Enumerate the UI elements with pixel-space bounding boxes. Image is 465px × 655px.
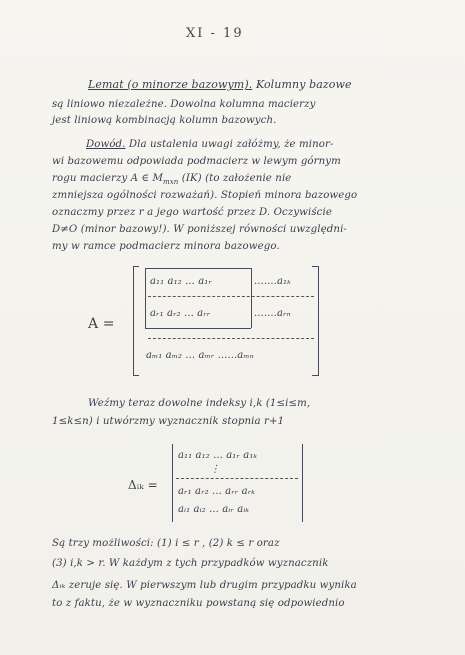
proof-line-2: wi bazowemu odpowiada podmacierz w lewym górnym [52, 156, 341, 167]
proof-line-6: D≠O (minor bazowy!). W poniższej równości uwzględni- [52, 224, 347, 235]
cases-line-3: Δᵢₖ zeruje się. W pierwszym lub drugim przypadku wynika [52, 580, 357, 591]
determinant-vdots: ⋮ [210, 464, 221, 475]
matrix-label: A = [88, 316, 115, 332]
matrix-row-1-left: a₁₁ a₁₂ ... a₁ᵣ [150, 276, 212, 287]
lemma-title [88, 78, 352, 91]
matrix-right-bracket [318, 266, 319, 376]
minor-frame-bottom [145, 328, 251, 329]
cases-line-1: Są trzy możliwości: (1) i ≤ r , (2) k ≤ r oraz [52, 538, 280, 549]
proof-text-1: Dla ustalenia uwagi załóżmy, że minor- [128, 139, 334, 150]
page-number: XI - 19 [186, 26, 244, 41]
proof-text-3a: rogu macierzy A ∈ M [52, 173, 163, 184]
proof-text-3b: (to założenie nie [205, 173, 292, 184]
determinant-right-bar [302, 444, 303, 522]
lemma-line1-rest: Kolumny bazowe [255, 78, 352, 91]
matrix-left-bracket [133, 266, 134, 376]
cases-line-4: to z faktu, że w wyznaczniku powstaną się odpowiednio [52, 598, 345, 609]
lemma-line2: są liniowo niezależne. Dowolna kolumna macierzy [52, 99, 316, 110]
determinant-dash [176, 478, 298, 479]
determinant-row-1: a₁₁ a₁₂ ... a₁ᵣ a₁ₖ [178, 450, 258, 461]
minor-frame-left [145, 268, 146, 328]
matrix-right-bracket-bottom [312, 375, 318, 376]
matrix-right-bracket-top [312, 266, 318, 267]
indices-line-1: Weźmy teraz dowolne indeksy i,k (1≤i≤m, [88, 398, 311, 409]
proof-line-3 [52, 173, 291, 186]
cases-line-2: (3) i,k > r. W każdym z tych przypadków wyznacznik [52, 558, 329, 569]
determinant-label: Δᵢₖ = [128, 478, 158, 492]
determinant-row-r: aᵣ₁ aᵣ₂ ... aᵣᵣ aᵣₖ [178, 486, 256, 497]
matrix-row-r-left: aᵣ₁ aᵣ₂ ... aᵣᵣ [150, 308, 211, 319]
proof-line-7: my w ramce podmacierz minora bazowego. [52, 241, 280, 252]
matrix-row-r-right: .......aᵣₙ [254, 308, 291, 319]
matrix-dash-1 [148, 296, 314, 297]
minor-frame-top [145, 268, 251, 269]
indices-line-2: 1≤k≤n) i utwórzmy wyznacznik stopnia r+1 [52, 416, 285, 427]
matrix-row-1-right: .......a₁ₖ [254, 276, 291, 287]
minor-frame-right [251, 268, 252, 328]
matrix-dash-2 [148, 338, 314, 339]
matrix-space-subscript: mxn [163, 178, 179, 187]
proof-label: Dowód. [86, 139, 126, 150]
matrix-left-bracket-bottom [133, 375, 139, 376]
proof-line-4: zmniejsza ogólności rozważań). Stopień minora bazowego [52, 190, 358, 201]
matrix-left-bracket-top [133, 266, 139, 267]
lemma-title-text: Lemat (o minorze bazowym). [88, 78, 253, 91]
determinant-row-i: aᵢ₁ aᵢ₂ ... aᵢᵣ aᵢₖ [178, 504, 250, 515]
field-symbol: (IK) [181, 173, 202, 184]
proof-line-1 [86, 139, 334, 150]
proof-line-5: oznaczmy przez r a jego wartość przez D. Oczywiście [52, 207, 332, 218]
determinant-left-bar [172, 444, 173, 522]
lemma-line3: jest liniową kombinacją kolumn bazowych. [52, 115, 277, 126]
matrix-row-m: aₘ₁ aₘ₂ ... aₘᵣ ......aₘₙ [146, 350, 254, 361]
